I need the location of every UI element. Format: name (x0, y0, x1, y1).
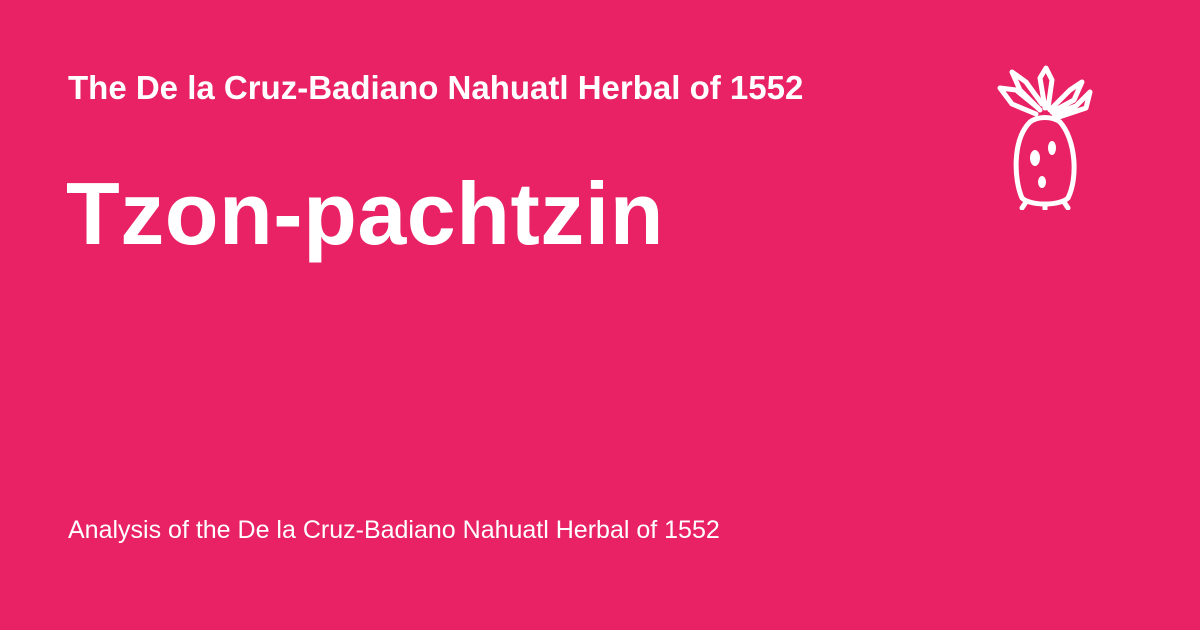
page-title: Tzon-pachtzin (66, 164, 664, 263)
page-description: Analysis of the De la Cruz-Badiano Nahuatl Herbal of 1552 (68, 516, 720, 544)
site-title: The De la Cruz-Badiano Nahuatl Herbal of 1552 (68, 69, 804, 106)
plant-bulb-icon (990, 60, 1100, 210)
